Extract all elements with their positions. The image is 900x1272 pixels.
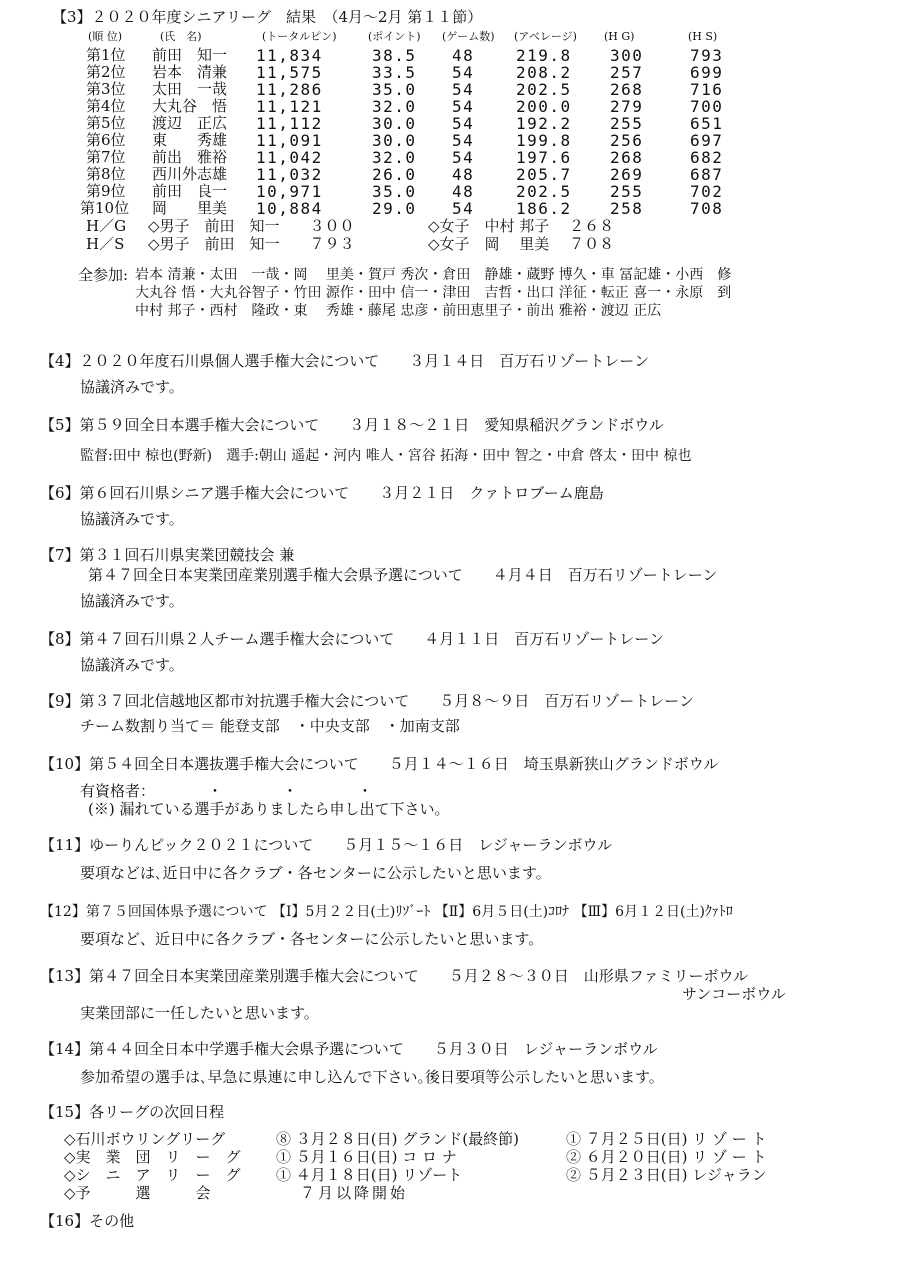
schedule-following: ① ７月２５日(日) リ ゾ ー ト	[566, 1130, 767, 1148]
section-11-title: 【11】ゆーりんピック２０２１について ５月１５～１６日 レジャーランボウル	[40, 836, 613, 854]
table-cell-games: 54	[452, 97, 475, 116]
table-cell-average: 219.8	[516, 46, 572, 65]
section-16-title: 【16】その他	[40, 1212, 135, 1230]
table-cell-games: 54	[452, 148, 475, 167]
table-cell-hg: 256	[610, 131, 644, 150]
table-cell-rank: 第2位	[86, 63, 126, 81]
table-cell-hs: 687	[690, 165, 724, 184]
table-cell-hg: 300	[610, 46, 644, 65]
section-7-body: 協議済みです。	[80, 592, 184, 610]
col-header-average: (アベレージ)	[514, 30, 577, 43]
section-5-title: 【5】第５９回全日本選手権大会について ３月１８～２１日 愛知県稲沢グランドボウル	[40, 416, 664, 434]
table-cell-points: 33.5	[372, 63, 417, 82]
section-9-title: 【9】第３７回北信越地区都市対抗選手権大会について ５月８～９日 百万石リゾートレーン	[40, 692, 694, 710]
section-10-body: 有資格者： ・ ・ ・	[80, 782, 373, 800]
col-header-hg: (H G)	[604, 30, 635, 43]
section-15-title: 【15】各リーグの次回日程	[40, 1103, 225, 1121]
hs-male: ◇男子 前田 知一 ７９３	[148, 235, 355, 253]
table-cell-games: 54	[452, 63, 475, 82]
table-cell-hs: 702	[690, 182, 724, 201]
table-cell-hs: 793	[690, 46, 724, 65]
table-cell-rank: 第9位	[86, 182, 126, 200]
table-cell-games: 54	[452, 199, 475, 218]
table-cell-name: 岡 里美	[152, 199, 228, 217]
table-cell-average: 205.7	[516, 165, 572, 184]
table-cell-hg: 255	[610, 114, 644, 133]
table-cell-points: 35.0	[372, 182, 417, 201]
table-cell-total: 11,121	[256, 97, 323, 116]
table-cell-total: 11,091	[256, 131, 323, 150]
table-cell-hg: 257	[610, 63, 644, 82]
col-header-total-pins: (トータルピン)	[262, 30, 337, 43]
col-header-hs: (H S)	[688, 30, 718, 43]
section-14-title: 【14】第４４回全日本中学選手権大会県予選について ５月３０日 レジャーランボウル	[40, 1040, 658, 1058]
table-cell-total: 11,112	[256, 114, 323, 133]
table-cell-rank: 第10位	[80, 199, 130, 217]
table-cell-rank: 第1位	[86, 46, 126, 64]
table-cell-points: 32.0	[372, 97, 417, 116]
hg-label: H／G	[86, 217, 127, 235]
table-cell-total: 11,575	[256, 63, 323, 82]
table-cell-games: 54	[452, 114, 475, 133]
table-cell-rank: 第3位	[86, 80, 126, 98]
section-7-title: 【7】第３１回石川県実業団競技会 兼	[40, 546, 295, 564]
section-7-title-2: 第４７回全日本実業団産業別選手権大会県予選について ４月４日 百万石リゾートレーン	[88, 566, 718, 584]
section-9-body: チーム数割り当て＝ 能登支部 ・中央支部 ・加南支部	[80, 717, 460, 735]
table-cell-games: 54	[452, 80, 475, 99]
table-cell-hs: 708	[690, 199, 724, 218]
table-cell-average: 192.2	[516, 114, 572, 133]
table-cell-average: 197.6	[516, 148, 572, 167]
table-cell-average: 199.8	[516, 131, 572, 150]
table-cell-rank: 第8位	[86, 165, 126, 183]
participants-line: 中村 邦子・西村 隆政・東 秀雄・藤尾 忠彦・前田恵里子・前出 雅裕・渡辺 正広	[135, 303, 662, 319]
table-cell-points: 38.5	[372, 46, 417, 65]
hs-label: H／S	[86, 235, 125, 253]
participants-label: 全参加:	[78, 266, 129, 284]
table-cell-total: 11,042	[256, 148, 323, 167]
table-cell-rank: 第4位	[86, 97, 126, 115]
table-cell-hs: 651	[690, 114, 724, 133]
table-cell-total: 10,884	[256, 199, 323, 218]
section-11-body: 要項などは､近日中に各クラブ・各センターに公示したいと思います。	[80, 864, 551, 882]
table-cell-total: 10,971	[256, 182, 323, 201]
section-5-body: 監督:田中 椋也(野新) 選手:朝山 遥起・河内 唯人・宮谷 拓海・田中 智之・中倉 啓太・田中 椋也	[80, 448, 692, 464]
table-cell-name: 前出 雅裕	[152, 148, 228, 166]
table-cell-hg: 268	[610, 148, 644, 167]
schedule-next: ① ５月１６日(日) コ ロ ナ	[276, 1148, 457, 1166]
schedule-next: ７月以降開始	[300, 1184, 409, 1202]
table-cell-average: 202.5	[516, 182, 572, 201]
table-cell-games: 54	[452, 131, 475, 150]
table-cell-hs: 700	[690, 97, 724, 116]
table-cell-average: 200.0	[516, 97, 572, 116]
table-cell-hg: 279	[610, 97, 644, 116]
participants-line: 大丸谷 悟・大丸谷智子・竹田 源作・田中 信一・津田 吉哲・出口 洋征・転正 喜一・永原 到	[135, 285, 732, 301]
table-cell-average: 208.2	[516, 63, 572, 82]
table-cell-hg: 268	[610, 80, 644, 99]
col-header-name: (氏 名)	[160, 30, 202, 43]
hs-female: ◇女子 岡 里美 ７０８	[428, 235, 615, 253]
section-14-body: 参加希望の選手は､早急に県連に申し込んで下さい｡後日要項等公示したいと思います。	[80, 1068, 664, 1086]
table-cell-name: 前田 良一	[152, 182, 228, 200]
table-cell-games: 48	[452, 165, 475, 184]
table-cell-name: 渡辺 正広	[152, 114, 228, 132]
section-6-body: 協議済みです。	[80, 510, 184, 528]
table-cell-hs: 697	[690, 131, 724, 150]
table-cell-average: 186.2	[516, 199, 572, 218]
table-cell-points: 30.0	[372, 131, 417, 150]
schedule-league: ◇石川ボウリングリーグ	[64, 1130, 226, 1148]
table-cell-hg: 255	[610, 182, 644, 201]
table-cell-points: 29.0	[372, 199, 417, 218]
section-12-body: 要項など、近日中に各クラブ・各センターに公示したいと思います。	[80, 930, 544, 948]
table-cell-hg: 269	[610, 165, 644, 184]
schedule-next: ① ４月１８日(日) リゾート	[276, 1166, 463, 1184]
section-8-title: 【8】第４７回石川県２人チーム選手権大会について ４月１１日 百万石リゾートレーン	[40, 630, 664, 648]
section-3-title: 【3】２０２０年度シニアリーグ 結果 （4月～2月 第１１節）	[52, 8, 483, 26]
table-cell-name: 西川外志雄	[152, 165, 228, 183]
section-10-note: (※) 漏れている選手がありましたら申し出て下さい。	[88, 800, 450, 818]
section-13-title-2: サンコーボウル	[682, 985, 786, 1003]
table-cell-total: 11,286	[256, 80, 323, 99]
section-4-body: 協議済みです。	[80, 378, 184, 396]
table-cell-rank: 第5位	[86, 114, 126, 132]
table-cell-points: 30.0	[372, 114, 417, 133]
table-cell-name: 前田 知一	[152, 46, 228, 64]
table-cell-total: 11,032	[256, 165, 323, 184]
schedule-following: ② ６月２０日(日) リ ゾ ー ト	[566, 1148, 767, 1166]
schedule-league: ◇シ ニ ア リ ー グ	[64, 1166, 241, 1184]
table-cell-points: 26.0	[372, 165, 417, 184]
section-6-title: 【6】第６回石川県シニア選手権大会について ３月２１日 クァトロブーム鹿島	[40, 484, 604, 502]
table-cell-points: 32.0	[372, 148, 417, 167]
section-10-title: 【10】第５４回全日本選抜選手権大会について ５月１４～１６日 埼玉県新狭山グランドボウル	[40, 755, 719, 773]
schedule-league: ◇予 選 会	[64, 1184, 211, 1202]
section-12-title: 【12】第７５回国体県予選について 【Ⅰ】5月２２日(土)ﾘｿﾞｰﾄ 【Ⅱ】6月５日(土)ｺﾛﾅ 【Ⅲ】6月１２日(土)ｸｧﾄﾛ	[40, 904, 733, 920]
hg-male: ◇男子 前田 知一 ３００	[148, 217, 355, 235]
table-cell-total: 11,834	[256, 46, 323, 65]
table-cell-games: 48	[452, 182, 475, 201]
col-header-games: (ゲーム数)	[442, 30, 495, 43]
col-header-rank: (順 位)	[88, 30, 123, 43]
hg-female: ◇女子 中村 邦子 ２６８	[428, 217, 615, 235]
col-header-points: (ポイント)	[368, 30, 421, 43]
table-cell-name: 岩本 清兼	[152, 63, 228, 81]
section-13-body: 実業団部に一任したいと思います。	[80, 1004, 319, 1022]
table-cell-name: 大丸谷 悟	[152, 97, 228, 115]
table-cell-rank: 第7位	[86, 148, 126, 166]
table-cell-name: 太田 一哉	[152, 80, 228, 98]
schedule-following: ② ５月２３日(日) レジャラン	[566, 1166, 767, 1184]
table-cell-hg: 258	[610, 199, 644, 218]
table-cell-hs: 682	[690, 148, 724, 167]
section-4-title: 【4】２０２０年度石川県個人選手権大会について ３月１４日 百万石リゾートレーン	[40, 352, 649, 370]
table-cell-hs: 699	[690, 63, 724, 82]
participants-line: 岩本 清兼・太田 一哉・岡 里美・賀戸 秀次・倉田 静雄・蔵野 博久・車 冨記雄・小西 修	[135, 267, 732, 283]
schedule-next: ⑧ ３月２８日(日) グランド(最終節)	[276, 1130, 519, 1148]
table-cell-points: 35.0	[372, 80, 417, 99]
table-cell-name: 東 秀雄	[152, 131, 228, 149]
table-cell-games: 48	[452, 46, 475, 65]
table-cell-average: 202.5	[516, 80, 572, 99]
table-cell-rank: 第6位	[86, 131, 126, 149]
table-cell-hs: 716	[690, 80, 724, 99]
schedule-league: ◇実 業 団 リ ー グ	[64, 1148, 241, 1166]
section-13-title: 【13】第４７回全日本実業団産業別選手権大会について ５月２８～３０日 山形県ファミリーボウル	[40, 967, 749, 985]
section-8-body: 協議済みです。	[80, 656, 184, 674]
